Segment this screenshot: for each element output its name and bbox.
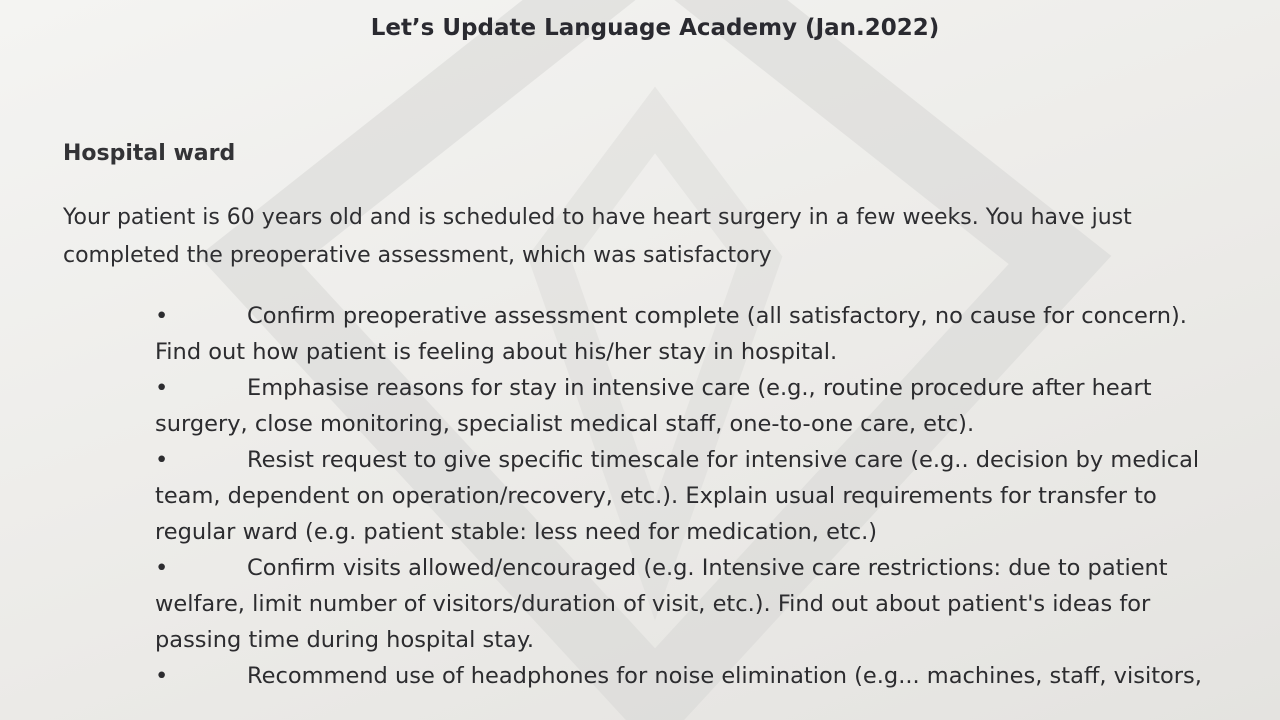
task-line: surgery, close monitoring, specialist medical staff, one-to-one care, etc). bbox=[155, 411, 975, 437]
bullet-icon: • bbox=[155, 447, 169, 473]
page-title: Let’s Update Language Academy (Jan.2022) bbox=[370, 15, 940, 41]
bullet-icon: • bbox=[155, 663, 169, 689]
task-item bbox=[155, 658, 1265, 694]
task-item bbox=[155, 442, 1265, 550]
task-item bbox=[155, 370, 1265, 442]
task-line: Confirm preoperative assessment complete (all satisfactory, no cause for concern). bbox=[247, 303, 1187, 329]
task-line: welfare, limit number of visitors/duration of visit, etc.). Find out about patient's ideas for bbox=[155, 591, 1151, 617]
task-item bbox=[155, 550, 1265, 658]
task-line: Find out how patient is feeling about his/her stay in hospital. bbox=[155, 339, 838, 365]
bullet-icon: • bbox=[155, 555, 169, 581]
intro-line: completed the preoperative assessment, which was satisfactory bbox=[63, 243, 772, 268]
task-list bbox=[155, 298, 1265, 694]
task-line: Emphasise reasons for stay in intensive care (e.g., routine procedure after heart bbox=[247, 375, 1152, 401]
task-item bbox=[155, 298, 1265, 370]
intro-paragraph bbox=[63, 199, 1243, 275]
bullet-icon: • bbox=[155, 303, 169, 329]
bullet-icon: • bbox=[155, 375, 169, 401]
task-line: Recommend use of headphones for noise elimination (e.g... machines, staff, visitors, bbox=[247, 663, 1202, 689]
task-line: passing time during hospital stay. bbox=[155, 627, 535, 653]
task-line: regular ward (e.g. patient stable: less need for medication, etc.) bbox=[155, 519, 878, 545]
task-line: team, dependent on operation/recovery, etc.). Explain usual requirements for transfer to bbox=[155, 483, 1157, 509]
task-line: Resist request to give specific timescale for intensive care (e.g.. decision by medical bbox=[247, 447, 1200, 473]
intro-line: Your patient is 60 years old and is scheduled to have heart surgery in a few weeks. You have just bbox=[63, 205, 1132, 230]
task-line: Confirm visits allowed/encouraged (e.g. Intensive care restrictions: due to patient bbox=[247, 555, 1168, 581]
section-heading: Hospital ward bbox=[63, 141, 236, 166]
